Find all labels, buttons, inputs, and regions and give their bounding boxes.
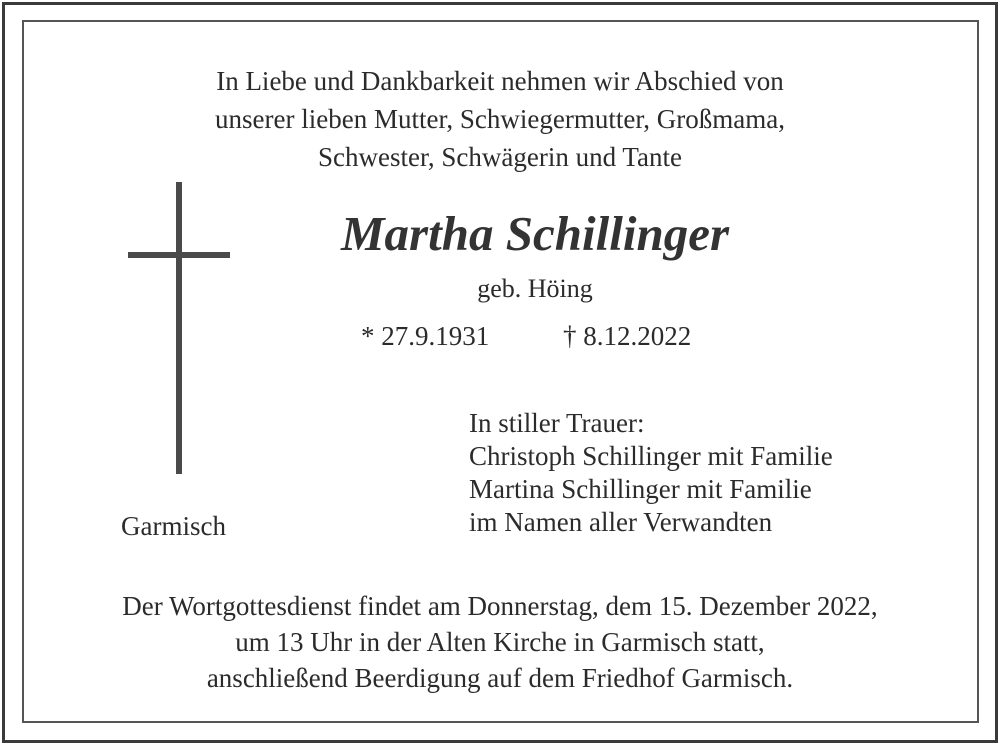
death-date: † 8.12.2022 — [563, 321, 692, 351]
deceased-name: Martha Schillinger — [340, 206, 730, 261]
service-line: Der Wortgottesdienst findet am Donnerstag, dem 15. Dezember 2022, — [122, 591, 878, 621]
mourners-heading: In stiller Trauer: — [469, 408, 645, 438]
intro-text — [0, 62, 1000, 176]
service-line: anschließend Beerdigung auf dem Friedhof Garmisch. — [206, 663, 794, 693]
cross-horizontal-bar — [128, 252, 230, 258]
cross-vertical-bar — [176, 182, 182, 474]
birth-date: * 27.9.1931 — [361, 321, 490, 351]
service-line: um 13 Uhr in der Alten Kirche in Garmisch statt, — [235, 627, 765, 657]
mourner-line: Martina Schillinger mit Familie — [469, 474, 812, 504]
place-name: Garmisch — [121, 511, 226, 541]
mourners-block — [469, 407, 833, 539]
mourner-line: im Namen aller Verwandten — [469, 507, 773, 537]
intro-line: Schwester, Schwägerin und Tante — [318, 142, 682, 172]
mourner-line: Christoph Schillinger mit Familie — [469, 441, 833, 471]
maiden-name: geb. Höing — [477, 274, 593, 303]
intro-line: unserer lieben Mutter, Schwiegermutter, Großmama, — [215, 104, 785, 134]
service-info — [0, 588, 1000, 696]
intro-line: In Liebe und Dankbarkeit nehmen wir Abschied von — [216, 66, 784, 96]
